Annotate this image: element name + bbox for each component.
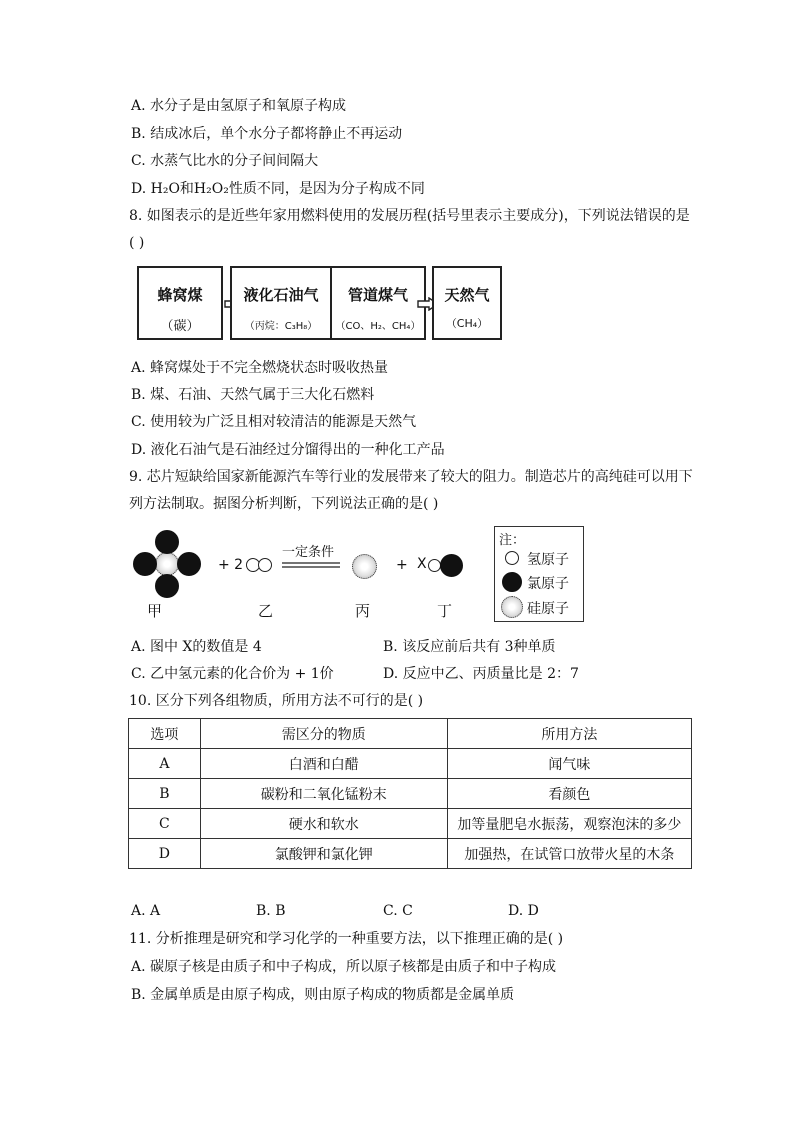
chlorine-atom-icon xyxy=(440,554,463,577)
table-cell: 硬水和软水 xyxy=(200,809,447,839)
q10-stem: 10. 区分下列各组物质，所用方法不可行的是( ) xyxy=(129,693,424,709)
coefficient-x: X xyxy=(417,556,427,572)
table-cell: 白酒和白醋 xyxy=(200,749,447,779)
q10-option-b: B. B xyxy=(256,903,286,919)
q7-option-a: A. 水分子是由氢原子和氧原子构成 xyxy=(131,98,347,114)
table-row xyxy=(129,809,692,839)
fuel-component: （碳） xyxy=(160,319,200,334)
fuel-name: 液化石油气 xyxy=(243,286,319,304)
table-header-row xyxy=(129,719,692,749)
q7-option-d: D. H₂O和H₂O₂性质不同，是因为分子构成不同 xyxy=(131,181,425,197)
silicon-atom-icon xyxy=(501,596,523,618)
table-cell: 碳粉和二氧化锰粉末 xyxy=(200,779,447,809)
plus-coefficient: + 2 xyxy=(218,557,244,573)
table-header: 选项 xyxy=(129,719,201,749)
label-jia: 甲 xyxy=(147,602,163,620)
q8-stem: 8. 如图表示的是近些年家用燃料使用的发展历程(括号里表示主要成分)，下列说法错误的是 xyxy=(129,208,690,224)
table-cell: A xyxy=(129,749,201,779)
q8-option-b: B. 煤、石油、天然气属于三大化石燃料 xyxy=(131,387,375,403)
table-cell: C xyxy=(129,809,201,839)
fuel-name: 天然气 xyxy=(444,286,490,304)
table-cell: 闻气味 xyxy=(447,749,691,779)
table-row xyxy=(129,749,692,779)
plus-sign: + xyxy=(396,557,408,573)
q7-option-b: B. 结成冰后，单个水分子都将静止不再运动 xyxy=(131,126,403,142)
silicon-atom-icon xyxy=(352,554,377,579)
legend-box xyxy=(494,526,584,622)
chlorine-atom-icon xyxy=(133,552,157,576)
chlorine-atom-icon xyxy=(177,552,201,576)
chlorine-atom-icon xyxy=(155,574,179,598)
q10-option-c: C. C xyxy=(383,903,413,919)
silicon-atom-icon xyxy=(155,552,179,576)
q8-option-c: C. 使用较为广泛且相对较清洁的能源是天然气 xyxy=(131,414,417,430)
hydrogen-atom-icon xyxy=(258,558,272,572)
q8-stem-bracket: ( ) xyxy=(129,235,145,251)
hydrogen-atom-icon xyxy=(505,551,519,565)
q11-option-b: B. 金属单质是由原子构成，则由原子构成的物质都是金属单质 xyxy=(131,987,515,1003)
table-cell: 氯酸钾和氯化钾 xyxy=(200,839,447,869)
table-row xyxy=(129,839,692,869)
equals-sign-icon xyxy=(282,561,340,569)
chlorine-atom-icon xyxy=(502,572,522,592)
table-cell: 加等量肥皂水振荡，观察泡沫的多少 xyxy=(447,809,691,839)
table-cell: 加强热，在试管口放带火星的木条 xyxy=(447,839,691,869)
table-cell: B xyxy=(129,779,201,809)
legend-title: 注： xyxy=(499,533,526,548)
q9-stem: 9. 芯片短缺给国家新能源汽车等行业的发展带来了较大的阻力。制造芯片的高纯硅可以用下 xyxy=(129,469,693,485)
table-cell: D xyxy=(129,839,201,869)
q9-stem-line2: 列方法制取。据图分析判断，下列说法正确的是( ) xyxy=(129,496,439,512)
reaction-condition: 一定条件 xyxy=(282,545,335,560)
q10-option-a: A. A xyxy=(131,903,161,919)
fuel-box-natural-gas xyxy=(432,266,502,340)
q8-option-d: D. 液化石油气是石油经过分馏得出的一种化工产品 xyxy=(131,442,445,458)
fuel-name: 管道煤气 xyxy=(347,286,408,304)
q10-option-d: D. D xyxy=(508,903,539,919)
legend-item-silicon: 硅原子 xyxy=(527,601,569,617)
table-row xyxy=(129,779,692,809)
q9-option-a: A. 图中 X的数值是 4 xyxy=(131,639,262,655)
q7-option-c: C. 水蒸气比水的分子间间隔大 xyxy=(131,153,319,169)
label-yi: 乙 xyxy=(258,602,274,620)
q10-table xyxy=(128,718,692,869)
q8-option-a: A. 蜂窝煤处于不完全燃烧状态时吸收热量 xyxy=(131,360,389,376)
q9-option-d: D. 反应中乙、丙质量比是 2：7 xyxy=(383,666,579,682)
table-cell: 看颜色 xyxy=(447,779,691,809)
fuel-component: （CH₄） xyxy=(445,317,489,330)
q9-option-b: B. 该反应前后共有 3种单质 xyxy=(383,639,556,655)
q9-option-c: C. 乙中氢元素的化合价为 + 1价 xyxy=(131,666,334,682)
fuel-box-lpg xyxy=(230,266,332,340)
label-bing: 丙 xyxy=(355,602,371,620)
fuel-box-honeycomb-coal xyxy=(137,266,223,340)
table-header: 需区分的物质 xyxy=(200,719,447,749)
fuel-name: 蜂窝煤 xyxy=(157,286,203,304)
fuel-box-pipeline-gas xyxy=(330,266,426,340)
legend-item-chlorine: 氯原子 xyxy=(527,576,569,592)
fuel-component: （丙烷：C₃H₈） xyxy=(244,321,318,332)
fuel-component: （CO、H₂、CH₄） xyxy=(335,321,421,332)
q11-option-a: A. 碳原子核是由质子和中子构成，所以原子核都是由质子和中子构成 xyxy=(131,959,557,975)
label-ding: 丁 xyxy=(437,602,453,620)
legend-item-hydrogen: 氢原子 xyxy=(527,552,569,568)
q11-stem: 11. 分析推理是研究和学习化学的一种重要方法，以下推理正确的是( ) xyxy=(129,931,564,947)
chlorine-atom-icon xyxy=(155,530,179,554)
table-header: 所用方法 xyxy=(447,719,691,749)
